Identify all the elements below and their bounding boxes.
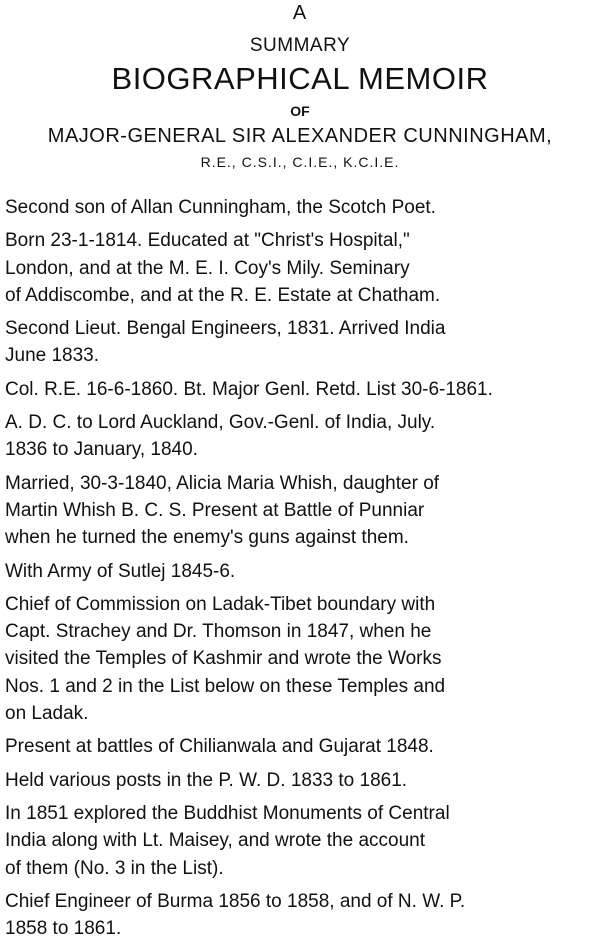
memoir-entry	[5, 194, 594, 221]
memoir-entry-line: In 1851 explored the Buddhist Monuments of Central	[5, 802, 450, 824]
heading-a: A	[292, 2, 308, 24]
memoir-entry-line: London, and at the M. E. I. Coy's Mily. Seminary	[5, 257, 410, 279]
memoir-entry	[5, 376, 594, 403]
memoir-entry-line: when he turned the enemy's guns against them.	[5, 527, 409, 549]
heading-summary: SUMMARY	[249, 35, 351, 56]
memoir-entry	[5, 558, 594, 585]
memoir-entry-line: Chief of Commission on Ladak-Tibet boundary with	[5, 593, 436, 615]
memoir-entry-line: of Addiscombe, and at the R. E. Estate at Chatham.	[5, 284, 441, 306]
memoir-entry-line: 1836 to January, 1840.	[5, 439, 198, 461]
memoir-entry-line: Held various posts in the P. W. D. 1833 to 1861.	[5, 769, 408, 791]
memoir-entry	[5, 733, 594, 760]
memoir-entry-line: Chief Engineer of Burma 1856 to 1858, and of N. W. P.	[5, 890, 466, 912]
memoir-entry-line: Born 23-1-1814. Educated at "Christ's Hospital,"	[5, 230, 410, 252]
memoir-entry	[5, 227, 594, 309]
memoir-entry-line: A. D. C. to Lord Auckland, Gov.-Genl. of India, July.	[5, 412, 436, 434]
memoir-entry	[5, 888, 594, 942]
heading-name: MAJOR-GENERAL SIR ALEXANDER CUNNINGHAM,	[47, 125, 553, 147]
memoir-entry-line: Present at battles of Chilianwala and Gujarat 1848.	[5, 736, 434, 758]
memoir-entry-line: of them (No. 3 in the List).	[5, 857, 224, 879]
memoir-entry	[5, 591, 594, 727]
memoir-entry	[5, 767, 594, 794]
memoir-page	[0, 2, 600, 940]
memoir-entry	[5, 409, 594, 464]
heading-of: OF	[290, 103, 310, 119]
memoir-entry-line: Capt. Strachey and Dr. Thomson in 1847, when he	[5, 621, 432, 643]
memoir-entry	[5, 800, 594, 882]
memoir-entries	[0, 194, 600, 942]
heading-honours: R.E., C.S.I., C.I.E., K.C.I.E.	[200, 154, 400, 170]
memoir-entry-line: Married, 30-3-1840, Alicia Maria Whish, daughter of	[5, 472, 440, 494]
memoir-entry-line: Second son of Allan Cunningham, the Scotch Poet.	[5, 197, 436, 218]
memoir-entry-line: visited the Temples of Kashmir and wrote the Works	[5, 648, 442, 670]
memoir-entry	[5, 315, 594, 370]
memoir-entry-line: Nos. 1 and 2 in the List below on these Temples and	[5, 675, 446, 697]
memoir-entry-line: With Army of Sutlej 1845-6.	[5, 560, 236, 582]
memoir-entry	[5, 470, 594, 552]
memoir-entry-line: Col. R.E. 16-6-1860. Bt. Major Genl. Retd. List 30-6-1861.	[5, 378, 493, 400]
memoir-entry-line: Second Lieut. Bengal Engineers, 1831. Arrived India	[5, 318, 446, 340]
memoir-entry-line: on Ladak.	[5, 703, 89, 725]
memoir-entry-line: June 1833.	[5, 345, 100, 367]
memoir-entry-line: 1858 to 1861.	[5, 918, 122, 940]
memoir-entry-line: India along with Lt. Maisey, and wrote the account	[5, 830, 426, 852]
heading-block	[0, 2, 600, 170]
heading-title: BIOGRAPHICAL MEMOIR	[111, 61, 489, 96]
memoir-entry-line: Martin Whish B. C. S. Present at Battle of Punniar	[5, 499, 425, 521]
